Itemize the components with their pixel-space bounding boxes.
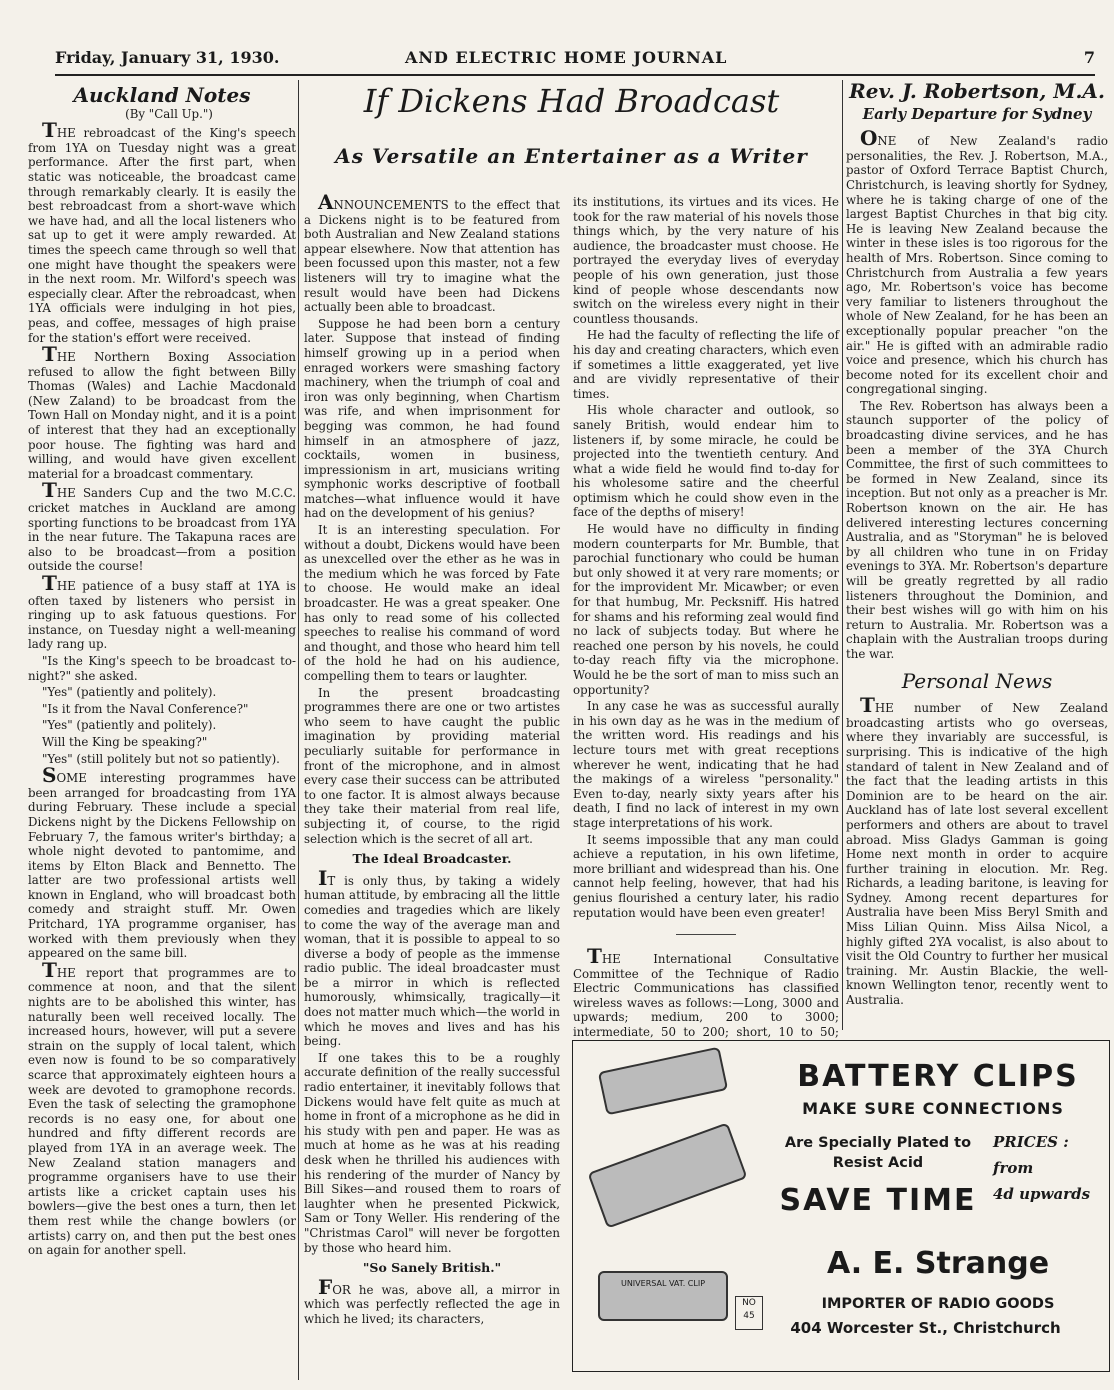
advert-address: 404 Worcester St., Christchurch [790, 1319, 1061, 1337]
article-paragraph: "Yes" (still politely but not so patiently). [42, 751, 280, 766]
advert-title: BATTERY CLIPS [797, 1059, 1079, 1094]
article-paragraph: He would have no difficulty in finding modern counterparts for Mr. Bumble, that parochial functionary who could be human but only showed it at very rare moments; or for the improvident Mr. Micawber; or even for that humbug, Mr. Pecksniff. His hatred for shams and his reforming zeal would find no lack of subjects today. But where he reached one person by his novels, he could to-day reach fifty via the microphone. Would he be the sort of man to miss such an opportunity? [573, 522, 839, 697]
battery-clip-image [598, 1047, 728, 1116]
article-paragraph: ANNOUNCEMENTS to the effect that a Dickens night is to be featured from both Australian and New Zealand stations appear elsewhere. Now that attention has been focussed upon this master, not a few listeners will try to imagine what the result would have been had Dickens actually been able to broadcast. [304, 190, 560, 315]
dickens-column-2 [573, 195, 839, 1040]
journal-name: AND ELECTRIC HOME JOURNAL [405, 48, 728, 67]
battery-clip-image [598, 1271, 728, 1321]
article-paragraph: THE number of New Zealand broadcasting artists who go overseas, where they invariably are successful, is surprising. This is indicative of the high standard of talent in New Zealand and of the fact that the leading artists in this Dominion are to be heard on the air. Auckland has of late lost several excellent performers and others are about to travel abroad. Miss Gladys Gamman is going Home next month in order to acquire further training in elocution. Mr. Reg. Richards, a leading baritone, is leaving for Sydney. Among recent departures for Australia have been Miss Beryl Smith and Miss Lilian Quinn. Miss Ailsa Nicol, a highly gifted 2YA vocalist, is also about to visit the Old Country to further her musical training. Mr. Austin Blackie, the well-known Wellington tenor, recently went to Australia. [846, 693, 1108, 1008]
article-paragraph: Suppose he had been born a century later. Suppose that instead of finding himself growing up in a period when enraged workers were smashing factory machinery, when the triumph of coal and iron was only beginning, when Chartism was rife, and when imprisonment for begging was common, he had found himself in an atmosphere of jazz, cocktails, women in business, impressionism in art, musicians writing symphonic works descriptive of football matches—what influence would it have had on the development of his genius? [304, 316, 560, 521]
article-paragraph: "Yes" (patiently and politely). [42, 685, 217, 700]
advert-importer: IMPORTER OF RADIO GOODS [821, 1296, 1055, 1312]
article-paragraph: IT is only thus, by taking a widely human attitude, by embracing all the little comedies and tragedies which are likely to come the way of the average man and woman, that it is possible to appeal to so diverse a body of people as the immense radio public. The ideal broadcaster must be a mirror in which is reflected humorously, whimsically, tragically—it does not matter much which—the world in which he moves and lives and has his being. [304, 865, 560, 1049]
byline: (By "Call Up.") [125, 106, 213, 121]
article-paragraph: THE Northern Boxing Association refused to allow the fight between Billy Thomas (Wales) and Lachie Macdonald (New Zaland) to be broadcast from the Town Hall on Monday night, and it is a point of interest that they had an exceptionally poor house. The fighting was hard and willing, and would have given excellent material for a broadcast commentary. [28, 342, 296, 481]
section-heading: "So Sanely British." [362, 1260, 502, 1276]
dickens-subtitle: As Versatile an Entertainer as a Writer [335, 144, 808, 168]
article-paragraph: He had the faculty of reflecting the life of his day and creating characters, which even if sometimes a little exaggerated, yet live and are vividly representative of their times. [573, 328, 839, 401]
article-paragraph: its institutions, its virtues and its vices. He took for the raw material of his novels those things which, by the very nature of his audience, the broadcaster must choose. He portrayed the everyday lives of everyday people of his own generation, just those kind of people whose descendants now switch on the wireless every night in their countless thousands. [573, 195, 839, 326]
section-heading: The Ideal Broadcaster. [352, 851, 512, 867]
article-paragraph: SOME interesting programmes have been arranged for broadcasting from 1YA during February. These include a special Dickens night by the Dickens Fellowship on February 7, the famous writer's birthday; a whole night devoted to pantomime, and items by Elton Black and Bennetto. The latter are two professional artists well known in England, who will broadcast both comedy and straight stuff. Mr. Owen Pritchard, 1YA programme organiser, has worked with them previously when they appeared on the same bill. [28, 763, 296, 961]
prices-label: PRICES : [993, 1133, 1069, 1151]
article-paragraph: Will the King be speaking?" [42, 734, 208, 749]
article-paragraph: THE rebroadcast of the King's speech from 1YA on Tuesday night was a great performance. After the first part, when static was noticeable, the broadcast came through remarkably clearly. It is easily the best rebroadcast from a short-wave which we have had, and all the local listeners who sat up to get it were amply rewarded. At times the speech came through so well that one might have thought the speakers were in the next room. Mr. Wilford's speech was especially clear. After the rebroadcast, when 1YA officials were indulging in hot pies, peas, and coffee, messages of high praise for the station's effort were received. [28, 118, 296, 345]
article-paragraph: The Rev. Robertson has always been a staunch supporter of the policy of broadcasting divine services, and he has been a member of the 3YA Church Committee, the first of such committees to be formed in New Zealand, since its inception. But not only as a preacher is Mr. Robertson known on the air. He has delivered interesting lectures concerning Australia, and as "Storyman" he is beloved by all children who tune in on Friday evenings to 3YA. Mr. Robertson's departure will be greatly regretted by all radio listeners throughout the Dominion, and their best wishes will go with him on his return to Australia. Mr. Robertson was a chaplain with the Australian troops during the war. [846, 398, 1108, 661]
advert-subtitle: MAKE SURE CONNECTIONS [802, 1099, 1064, 1118]
article-paragraph: THE Sanders Cup and the two M.C.C. cricket matches in Auckland are among sporting functions to be broadcast from 1YA in the near future. The Takapuna races are also to be broadcast—from a position outside the course! [28, 478, 296, 574]
dickens-column-1 [304, 190, 560, 1375]
personal-news-title: Personal News [901, 668, 1053, 693]
advert-firm: A. E. Strange [826, 1246, 1050, 1281]
page-header [55, 46, 1095, 76]
article-paragraph: ONE of New Zealand's radio personalities, the Rev. J. Robertson, M.A., pastor of Oxford Terrace Baptist Church, Christchurch, is leaving shortly for Sydney, where he is taking charge of one of the largest Baptist Churches in that big city. He is leaving New Zealand because the winter in these isles is too rigorous for the health of Mrs. Robertson. Since coming to Christchurch from Australia a few years ago, Mr. Robertson's voice has become very familiar to listeners throughout the whole of New Zealand, for he has been an exceptionally popular preacher "on the air." He is gifted with an admirable radio voice and presence, which his church has become noted for its excellent choir and congregational singing. [846, 126, 1108, 397]
article-paragraph: "Is the King's speech to be broadcast to-night?" she asked. [28, 653, 296, 683]
page-number: 7 [1083, 48, 1095, 67]
article-paragraph: THE patience of a busy staff at 1YA is often taxed by listeners who persist in ringing up to ask fatuous questions. For instance, on Tuesday night a well-meaning lady rang up. [28, 571, 296, 652]
clip-label: UNIVERSAL VAT. CLIP [620, 1279, 706, 1288]
battery-clips-advert [572, 1040, 1110, 1372]
column-rule [842, 80, 843, 1030]
article-paragraph: It seems impossible that any man could achieve a reputation, in his own lifetime, more brilliant and widespread than his. One cannot help feeling, however, that had his genius flourished a century later, his radio reputation would have been even greater! [573, 832, 839, 920]
robertson-title: Rev. J. Robertson, M.A. [849, 79, 1105, 103]
robertson-column [846, 80, 1108, 1080]
issue-date: Friday, January 31, 1930. [55, 48, 280, 67]
article-paragraph: In the present broadcasting programmes there are one or two artistes who seem to have caught the public imagination by providing material peculiarly suitable for performance in front of the microphone, and in almost every case their success can be attributed to one factor. It is almost always because they take their material from real life, subjecting it, of course, to the rigid selection which is the secret of all art. [304, 685, 560, 846]
article-paragraph: It is an interesting speculation. For without a doubt, Dickens would have been as unexcelled over the ether as he was in the medium which he was forced by Fate to choose. He would make an ideal broadcaster. He was a great speaker. One has only to read some of his collected speeches to realise his command of word and thought, and those who heard him tell of the hold he had on his audience, compelling them to tears or laughter. [304, 523, 560, 683]
advert-plated: Are Specially Plated to Resist Acid [784, 1135, 972, 1171]
article-paragraph: If one takes this to be a roughly accurate definition of the really successful radio entertainer, it inevitably follows that Dickens would have felt quite as much at home in front of a microphone as he did in his study with pen and paper. He was as much at home as he was at his reading desk when he thrilled his audiences with his rendering of the murder of Nancy by Bill Sikes—and roused them to roars of laughter when he presented Pickwick, Sam or Tony Weller. His rendering of the "Christmas Carol" will never be forgotten by those who heard him. [304, 1050, 560, 1255]
article-paragraph: In any case he was as successful aurally in his own day as he was in the medium of the written word. His readings and his lecture tours met with great receptions wherever he went, indicating that he had the makings of a wireless "personality." Even to-day, nearly sixty years after his death, I find no lack of interest in my own stage interpretations of his work. [573, 699, 839, 830]
auckland-notes-title: Auckland Notes [73, 83, 251, 107]
battery-clip-image [587, 1122, 747, 1228]
article-paragraph: His whole character and outlook, so sanely British, would endear him to listeners if, by some miracle, he could be projected into the twentieth century. And what a wide field he would find to-day for his wholesome satire and the cheerful optimism which he could show even in the face of the depths of misery! [573, 403, 839, 520]
prices-amount: 4d upwards [993, 1185, 1091, 1203]
advert-prices [993, 1129, 1103, 1207]
column-rule [298, 80, 299, 1380]
divider [676, 934, 736, 935]
article-paragraph: THE report that programmes are to commence at noon, and that the silent nights are to be abolished this winter, has naturally been well received locally. The increased hours, however, will put a severe strain on the supply of local talent, which even now is found to be so comparatively scarce that approximately eighteen hours a week are devoted to gramophone records. Even the task of selecting the gramophone records is no easy one, for about one hundred and fifty different records are played from 1YA in an average week. The New Zealand station managers and programme organisers have to use their artists like a cricket captain uses his bowlers—give the best ones a turn, then let them rest while the change bowlers (or artists) carry on, and then put the best ones on again for another spell. [28, 957, 296, 1258]
article-paragraph: FOR he was, above all, a mirror in which was perfectly reflected the age in which he lived; its characters, [304, 1274, 560, 1326]
article-paragraph: "Is it from the Naval Conference?" [42, 701, 249, 716]
prices-from: from [993, 1159, 1034, 1177]
clip-number-tag: NO 45 [735, 1296, 763, 1330]
article-paragraph: "Yes" (patiently and politely). [42, 718, 217, 733]
article-paragraph: THE International Consultative Committee of the Technique of Radio Electric Communications has classified wireless waves as follows:—Long, 3000 and upwards; medium, 200 to 3000; intermediate, 50 to 200; short, 10 to 50; [573, 944, 839, 1040]
robertson-subtitle: Early Departure for Sydney [862, 104, 1092, 123]
dickens-title: If Dickens Had Broadcast [363, 82, 780, 120]
advert-save-time: SAVE TIME [779, 1183, 977, 1218]
auckland-notes-column [28, 80, 296, 1370]
